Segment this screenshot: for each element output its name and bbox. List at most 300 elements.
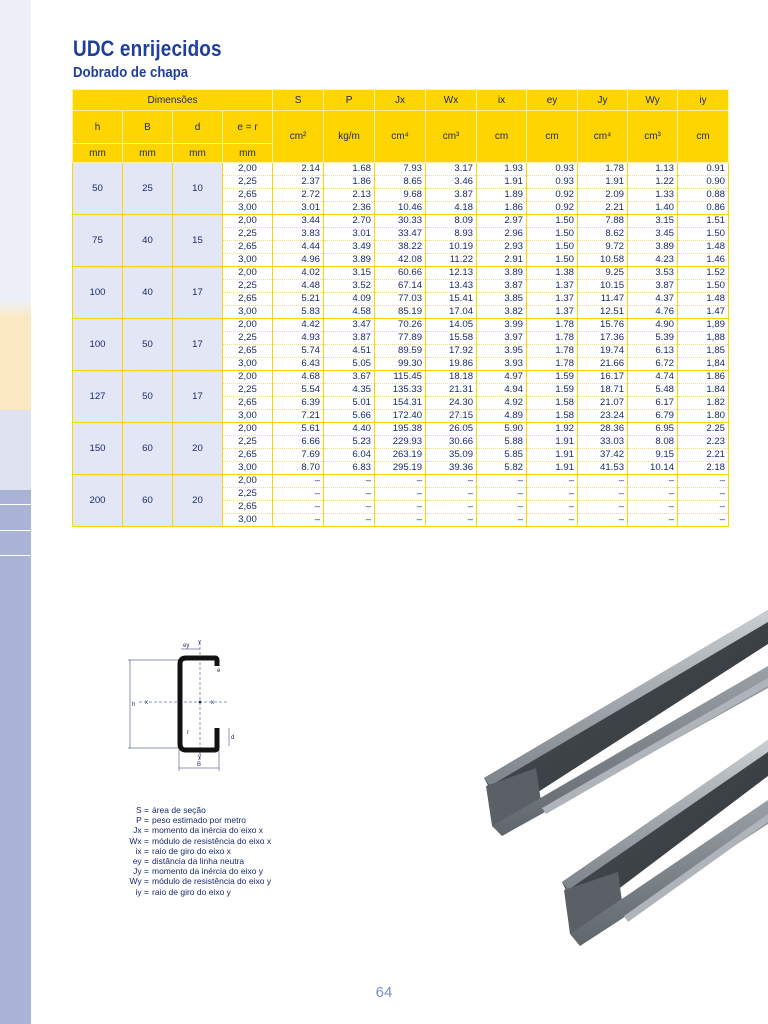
legend-symbol: Wx = <box>129 835 149 846</box>
value-cell: 3.45 <box>628 228 678 241</box>
x-axis-label-left: x <box>145 700 148 706</box>
dim-unit-header: mm <box>123 144 173 163</box>
property-header: ey <box>527 90 578 111</box>
unit-header: cm⁴ <box>375 111 426 163</box>
value-cell: – <box>477 475 527 488</box>
value-cell: 2.91 <box>477 254 527 267</box>
value-cell: – <box>578 501 628 514</box>
legend-item <box>94 836 314 846</box>
value-cell: 13.43 <box>426 280 477 293</box>
legend-description: raio de giro do eixo y <box>152 886 231 897</box>
value-cell: 1.38 <box>527 267 578 280</box>
value-cell: 1.59 <box>527 384 578 397</box>
value-cell: – <box>678 488 729 501</box>
value-cell: – <box>477 501 527 514</box>
value-cell: 0.90 <box>678 176 729 189</box>
value-cell: 0.93 <box>527 176 578 189</box>
value-cell: 6.83 <box>324 462 375 475</box>
value-cell: 4.18 <box>426 202 477 215</box>
value-cell: – <box>477 488 527 501</box>
thickness-cell: 2,25 <box>223 228 273 241</box>
thickness-cell: 2,00 <box>223 163 273 176</box>
value-cell: 2.23 <box>678 436 729 449</box>
dim-cell-d: 10 <box>173 163 223 215</box>
value-cell: 60.66 <box>375 267 426 280</box>
value-cell: 30.33 <box>375 215 426 228</box>
value-cell: 1.59 <box>527 371 578 384</box>
value-cell: – <box>628 488 678 501</box>
value-cell: 6.39 <box>273 397 324 410</box>
value-cell: 0.92 <box>527 189 578 202</box>
value-cell: 11.47 <box>578 293 628 306</box>
legend-description: área de seção <box>152 805 206 815</box>
value-cell: 10.14 <box>628 462 678 475</box>
value-cell: 3.47 <box>324 319 375 332</box>
value-cell: 6.95 <box>628 423 678 436</box>
value-cell: 5.05 <box>324 358 375 371</box>
dim-unit-header: mm <box>223 144 273 163</box>
dim-unit-header: mm <box>173 144 223 163</box>
legend-item <box>94 866 314 876</box>
value-cell: 5.61 <box>273 423 324 436</box>
value-cell: 9.72 <box>578 241 628 254</box>
value-cell: 3.87 <box>426 189 477 202</box>
dim-header: B <box>123 111 173 144</box>
dim-cell-d: 15 <box>173 215 223 267</box>
value-cell: 4.40 <box>324 423 375 436</box>
value-cell: – <box>324 488 375 501</box>
thickness-cell: 2,65 <box>223 293 273 306</box>
value-cell: 3.17 <box>426 163 477 176</box>
value-cell: 0.86 <box>678 202 729 215</box>
dim-header: d <box>173 111 223 144</box>
dim-header: h <box>73 111 123 144</box>
value-cell: 17.04 <box>426 306 477 319</box>
e-label: e <box>217 668 221 674</box>
dim-cell-b: 60 <box>123 423 173 475</box>
value-cell: 1.50 <box>678 280 729 293</box>
value-cell: 18.18 <box>426 371 477 384</box>
thickness-cell: 2,65 <box>223 501 273 514</box>
thickness-cell: 2,25 <box>223 332 273 345</box>
value-cell: 28.36 <box>578 423 628 436</box>
r-label: r <box>187 730 189 736</box>
value-cell: 1.86 <box>477 202 527 215</box>
dim-cell-h: 127 <box>73 371 123 423</box>
thickness-cell: 2,25 <box>223 384 273 397</box>
value-cell: 33.03 <box>578 436 628 449</box>
value-cell: – <box>527 501 578 514</box>
value-cell: – <box>628 514 678 527</box>
dim-cell-h: 200 <box>73 475 123 527</box>
value-cell: – <box>273 488 324 501</box>
value-cell: 1.86 <box>678 371 729 384</box>
table-row <box>73 215 729 228</box>
value-cell: 85.19 <box>375 306 426 319</box>
dim-cell-d: 20 <box>173 475 223 527</box>
value-cell: – <box>324 501 375 514</box>
value-cell: 2.21 <box>678 449 729 462</box>
value-cell: 4.92 <box>477 397 527 410</box>
value-cell: 5.54 <box>273 384 324 397</box>
value-cell: 38.22 <box>375 241 426 254</box>
value-cell: 1.48 <box>678 241 729 254</box>
value-cell: 16.17 <box>578 371 628 384</box>
value-cell: – <box>578 514 628 527</box>
dim-cell-b: 50 <box>123 371 173 423</box>
value-cell: – <box>678 475 729 488</box>
legend-symbol: Wy = <box>129 876 149 887</box>
value-cell: 1.78 <box>527 345 578 358</box>
thickness-cell: 2,65 <box>223 189 273 202</box>
value-cell: 1.91 <box>527 449 578 462</box>
value-cell: 2.37 <box>273 176 324 189</box>
thickness-cell: 2,25 <box>223 176 273 189</box>
value-cell: 5.82 <box>477 462 527 475</box>
value-cell: 1.40 <box>628 202 678 215</box>
side-strip-divider <box>0 504 31 505</box>
legend-symbol: Jx = <box>133 825 149 836</box>
legend-description: módulo de resistência do eixo y <box>152 876 272 887</box>
value-cell: 18.71 <box>578 384 628 397</box>
value-cell: 4.89 <box>477 410 527 423</box>
value-cell: 1.37 <box>527 293 578 306</box>
value-cell: 1.93 <box>477 163 527 176</box>
value-cell: 3.83 <box>273 228 324 241</box>
side-strip-divider <box>0 555 31 556</box>
thickness-cell: 2,00 <box>223 423 273 436</box>
dim-cell-b: 60 <box>123 475 173 527</box>
value-cell: 9.68 <box>375 189 426 202</box>
value-cell: 295.19 <box>375 462 426 475</box>
dim-cell-h: 100 <box>73 319 123 371</box>
thickness-cell: 2,25 <box>223 436 273 449</box>
value-cell: 4.23 <box>628 254 678 267</box>
spec-table <box>72 89 729 527</box>
value-cell: 1.58 <box>527 397 578 410</box>
value-cell: 24.30 <box>426 397 477 410</box>
value-cell: 67.14 <box>375 280 426 293</box>
value-cell: 3.95 <box>477 345 527 358</box>
value-cell: 5.21 <box>273 293 324 306</box>
value-cell: 1.84 <box>678 384 729 397</box>
thickness-cell: 2,25 <box>223 280 273 293</box>
unit-header: cm² <box>273 111 324 163</box>
value-cell: 1.46 <box>678 254 729 267</box>
dim-unit-header: mm <box>73 144 123 163</box>
value-cell: 1.58 <box>527 410 578 423</box>
legend-item <box>94 887 314 897</box>
value-cell: 77.03 <box>375 293 426 306</box>
value-cell: 27.15 <box>426 410 477 423</box>
value-cell: 1.47 <box>678 306 729 319</box>
value-cell: 6.43 <box>273 358 324 371</box>
table-row <box>73 371 729 384</box>
value-cell: 1.78 <box>527 358 578 371</box>
unit-header: cm³ <box>628 111 678 163</box>
thickness-cell: 3,00 <box>223 358 273 371</box>
value-cell: 2.13 <box>324 189 375 202</box>
value-cell: 1.37 <box>527 306 578 319</box>
value-cell: 0.92 <box>527 202 578 215</box>
legend-description: raio de giro do eixo x <box>152 845 231 856</box>
value-cell: 5.66 <box>324 410 375 423</box>
dim-header: e = r <box>223 111 273 144</box>
unit-header: cm <box>678 111 729 163</box>
property-header: ix <box>477 90 527 111</box>
value-cell: 3.01 <box>273 202 324 215</box>
value-cell: 4.02 <box>273 267 324 280</box>
value-cell: 1.68 <box>324 163 375 176</box>
value-cell: 1.89 <box>477 189 527 202</box>
table-row <box>73 163 729 176</box>
value-cell: 2.14 <box>273 163 324 176</box>
value-cell: 4.68 <box>273 371 324 384</box>
legend-symbol: S = <box>136 805 149 815</box>
legend-item <box>94 815 314 825</box>
value-cell: 4.93 <box>273 332 324 345</box>
value-cell: 0.88 <box>678 189 729 202</box>
value-cell: 9.15 <box>628 449 678 462</box>
value-cell: 1.91 <box>527 436 578 449</box>
value-cell: – <box>628 501 678 514</box>
value-cell: 10.15 <box>578 280 628 293</box>
value-cell: 0.91 <box>678 163 729 176</box>
value-cell: – <box>578 488 628 501</box>
value-cell: 1.48 <box>678 293 729 306</box>
value-cell: 1.82 <box>678 397 729 410</box>
profile-section-diagram <box>125 640 255 775</box>
thickness-cell: 2,00 <box>223 475 273 488</box>
value-cell: 70.26 <box>375 319 426 332</box>
value-cell: 10.46 <box>375 202 426 215</box>
value-cell: – <box>375 488 426 501</box>
value-cell: – <box>324 514 375 527</box>
value-cell: 5.85 <box>477 449 527 462</box>
value-cell: 4.96 <box>273 254 324 267</box>
value-cell: 5.23 <box>324 436 375 449</box>
value-cell: – <box>678 514 729 527</box>
value-cell: – <box>426 475 477 488</box>
value-cell: 4.94 <box>477 384 527 397</box>
dim-cell-d: 20 <box>173 423 223 475</box>
value-cell: 1.50 <box>678 228 729 241</box>
value-cell: – <box>324 475 375 488</box>
value-cell: 15.58 <box>426 332 477 345</box>
value-cell: 3.67 <box>324 371 375 384</box>
value-cell: 1.50 <box>527 241 578 254</box>
legend-symbol: ey = <box>132 856 149 867</box>
h-label: h <box>132 702 136 708</box>
value-cell: 89.59 <box>375 345 426 358</box>
value-cell: 4.97 <box>477 371 527 384</box>
value-cell: 1.86 <box>324 176 375 189</box>
value-cell: 21.31 <box>426 384 477 397</box>
thickness-cell: 3,00 <box>223 514 273 527</box>
value-cell: 1.50 <box>527 215 578 228</box>
value-cell: 3.89 <box>324 254 375 267</box>
value-cell: 3.93 <box>477 358 527 371</box>
value-cell: 26.05 <box>426 423 477 436</box>
property-header: S <box>273 90 324 111</box>
value-cell: 3.99 <box>477 319 527 332</box>
thickness-cell: 3,00 <box>223 306 273 319</box>
property-header: Jy <box>578 90 628 111</box>
dimensions-group-header: Dimensões <box>73 90 273 111</box>
value-cell: 7.88 <box>578 215 628 228</box>
thickness-cell: 2,65 <box>223 241 273 254</box>
value-cell: 5.88 <box>477 436 527 449</box>
value-cell: 1.51 <box>678 215 729 228</box>
value-cell: 8.70 <box>273 462 324 475</box>
value-cell: 2.36 <box>324 202 375 215</box>
dim-cell-b: 40 <box>123 215 173 267</box>
value-cell: 172.40 <box>375 410 426 423</box>
value-cell: 15.41 <box>426 293 477 306</box>
value-cell: 3.46 <box>426 176 477 189</box>
side-strip-divider <box>0 530 31 531</box>
dim-cell-b: 50 <box>123 319 173 371</box>
dim-cell-d: 17 <box>173 371 223 423</box>
value-cell: 2.93 <box>477 241 527 254</box>
value-cell: 4.44 <box>273 241 324 254</box>
value-cell: – <box>527 488 578 501</box>
value-cell: 77.89 <box>375 332 426 345</box>
value-cell: 4.35 <box>324 384 375 397</box>
value-cell: 135.33 <box>375 384 426 397</box>
value-cell: 7.93 <box>375 163 426 176</box>
value-cell: – <box>477 514 527 527</box>
unit-header: cm⁴ <box>578 111 628 163</box>
value-cell: 3.53 <box>628 267 678 280</box>
legend-description: peso estimado por metro <box>152 815 247 826</box>
value-cell: 21.66 <box>578 358 628 371</box>
value-cell: 3.44 <box>273 215 324 228</box>
value-cell: 12.51 <box>578 306 628 319</box>
value-cell: 3.15 <box>324 267 375 280</box>
value-cell: 1,89 <box>678 319 729 332</box>
value-cell: 2.18 <box>678 462 729 475</box>
value-cell: 30.66 <box>426 436 477 449</box>
value-cell: 6.13 <box>628 345 678 358</box>
legend-symbol: Jy = <box>133 866 149 877</box>
value-cell: 229.93 <box>375 436 426 449</box>
value-cell: 6.04 <box>324 449 375 462</box>
thickness-cell: 2,00 <box>223 371 273 384</box>
value-cell: 2.72 <box>273 189 324 202</box>
value-cell: – <box>426 501 477 514</box>
y-axis-label-top: y <box>198 640 201 645</box>
value-cell: 6.17 <box>628 397 678 410</box>
table-row <box>73 267 729 280</box>
value-cell: 8.62 <box>578 228 628 241</box>
value-cell: – <box>375 475 426 488</box>
value-cell: 2.25 <box>678 423 729 436</box>
dim-cell-b: 25 <box>123 163 173 215</box>
value-cell: 3.89 <box>628 241 678 254</box>
dim-cell-d: 17 <box>173 319 223 371</box>
value-cell: 115.45 <box>375 371 426 384</box>
value-cell: 35.09 <box>426 449 477 462</box>
value-cell: 1.91 <box>578 176 628 189</box>
value-cell: 8.09 <box>426 215 477 228</box>
legend-item <box>94 805 314 815</box>
value-cell: 10.58 <box>578 254 628 267</box>
value-cell: – <box>426 488 477 501</box>
legend-symbol: P = <box>136 815 149 826</box>
value-cell: – <box>375 514 426 527</box>
symbol-legend <box>94 805 314 897</box>
value-cell: 6.72 <box>628 358 678 371</box>
centroid-marker <box>199 701 202 704</box>
table-header-row <box>73 111 729 144</box>
value-cell: 4.42 <box>273 319 324 332</box>
b-label: B <box>197 762 202 768</box>
value-cell: 1,84 <box>678 358 729 371</box>
value-cell: 3.89 <box>477 267 527 280</box>
value-cell: 1.37 <box>527 280 578 293</box>
value-cell: 2.70 <box>324 215 375 228</box>
value-cell: 2.96 <box>477 228 527 241</box>
value-cell: 5.83 <box>273 306 324 319</box>
property-header: Wx <box>426 90 477 111</box>
value-cell: 4.51 <box>324 345 375 358</box>
dim-cell-h: 50 <box>73 163 123 215</box>
value-cell: 5.39 <box>628 332 678 345</box>
value-cell: – <box>273 501 324 514</box>
value-cell: 1.33 <box>628 189 678 202</box>
thickness-cell: 2,65 <box>223 449 273 462</box>
thickness-cell: 2,00 <box>223 319 273 332</box>
value-cell: 3.97 <box>477 332 527 345</box>
value-cell: 1.78 <box>527 332 578 345</box>
x-axis-label-right: x <box>211 700 214 706</box>
value-cell: 1.13 <box>628 163 678 176</box>
legend-item <box>94 846 314 856</box>
value-cell: – <box>578 475 628 488</box>
table-header-row <box>73 90 729 111</box>
value-cell: 17.36 <box>578 332 628 345</box>
value-cell: 4.58 <box>324 306 375 319</box>
value-cell: 21.07 <box>578 397 628 410</box>
table-row <box>73 423 729 436</box>
thickness-cell: 2,65 <box>223 397 273 410</box>
value-cell: 2.21 <box>578 202 628 215</box>
legend-item <box>94 856 314 866</box>
d-label: d <box>231 735 235 741</box>
value-cell: 4.48 <box>273 280 324 293</box>
value-cell: 3.49 <box>324 241 375 254</box>
legend-item <box>94 876 314 886</box>
property-header: Jx <box>375 90 426 111</box>
dim-cell-h: 100 <box>73 267 123 319</box>
value-cell: 41.53 <box>578 462 628 475</box>
y-axis-label-bottom: y <box>198 754 201 760</box>
value-cell: 2.97 <box>477 215 527 228</box>
value-cell: 3.52 <box>324 280 375 293</box>
value-cell: 7.69 <box>273 449 324 462</box>
value-cell: 6.66 <box>273 436 324 449</box>
value-cell: 19.86 <box>426 358 477 371</box>
value-cell: 39.36 <box>426 462 477 475</box>
property-header: P <box>324 90 375 111</box>
value-cell: 263.19 <box>375 449 426 462</box>
value-cell: 4.90 <box>628 319 678 332</box>
value-cell: – <box>273 475 324 488</box>
value-cell: 3.15 <box>628 215 678 228</box>
legend-description: momento da inércia do eixo x <box>152 825 264 836</box>
legend-description: momento da inércia do eixo y <box>152 866 264 877</box>
